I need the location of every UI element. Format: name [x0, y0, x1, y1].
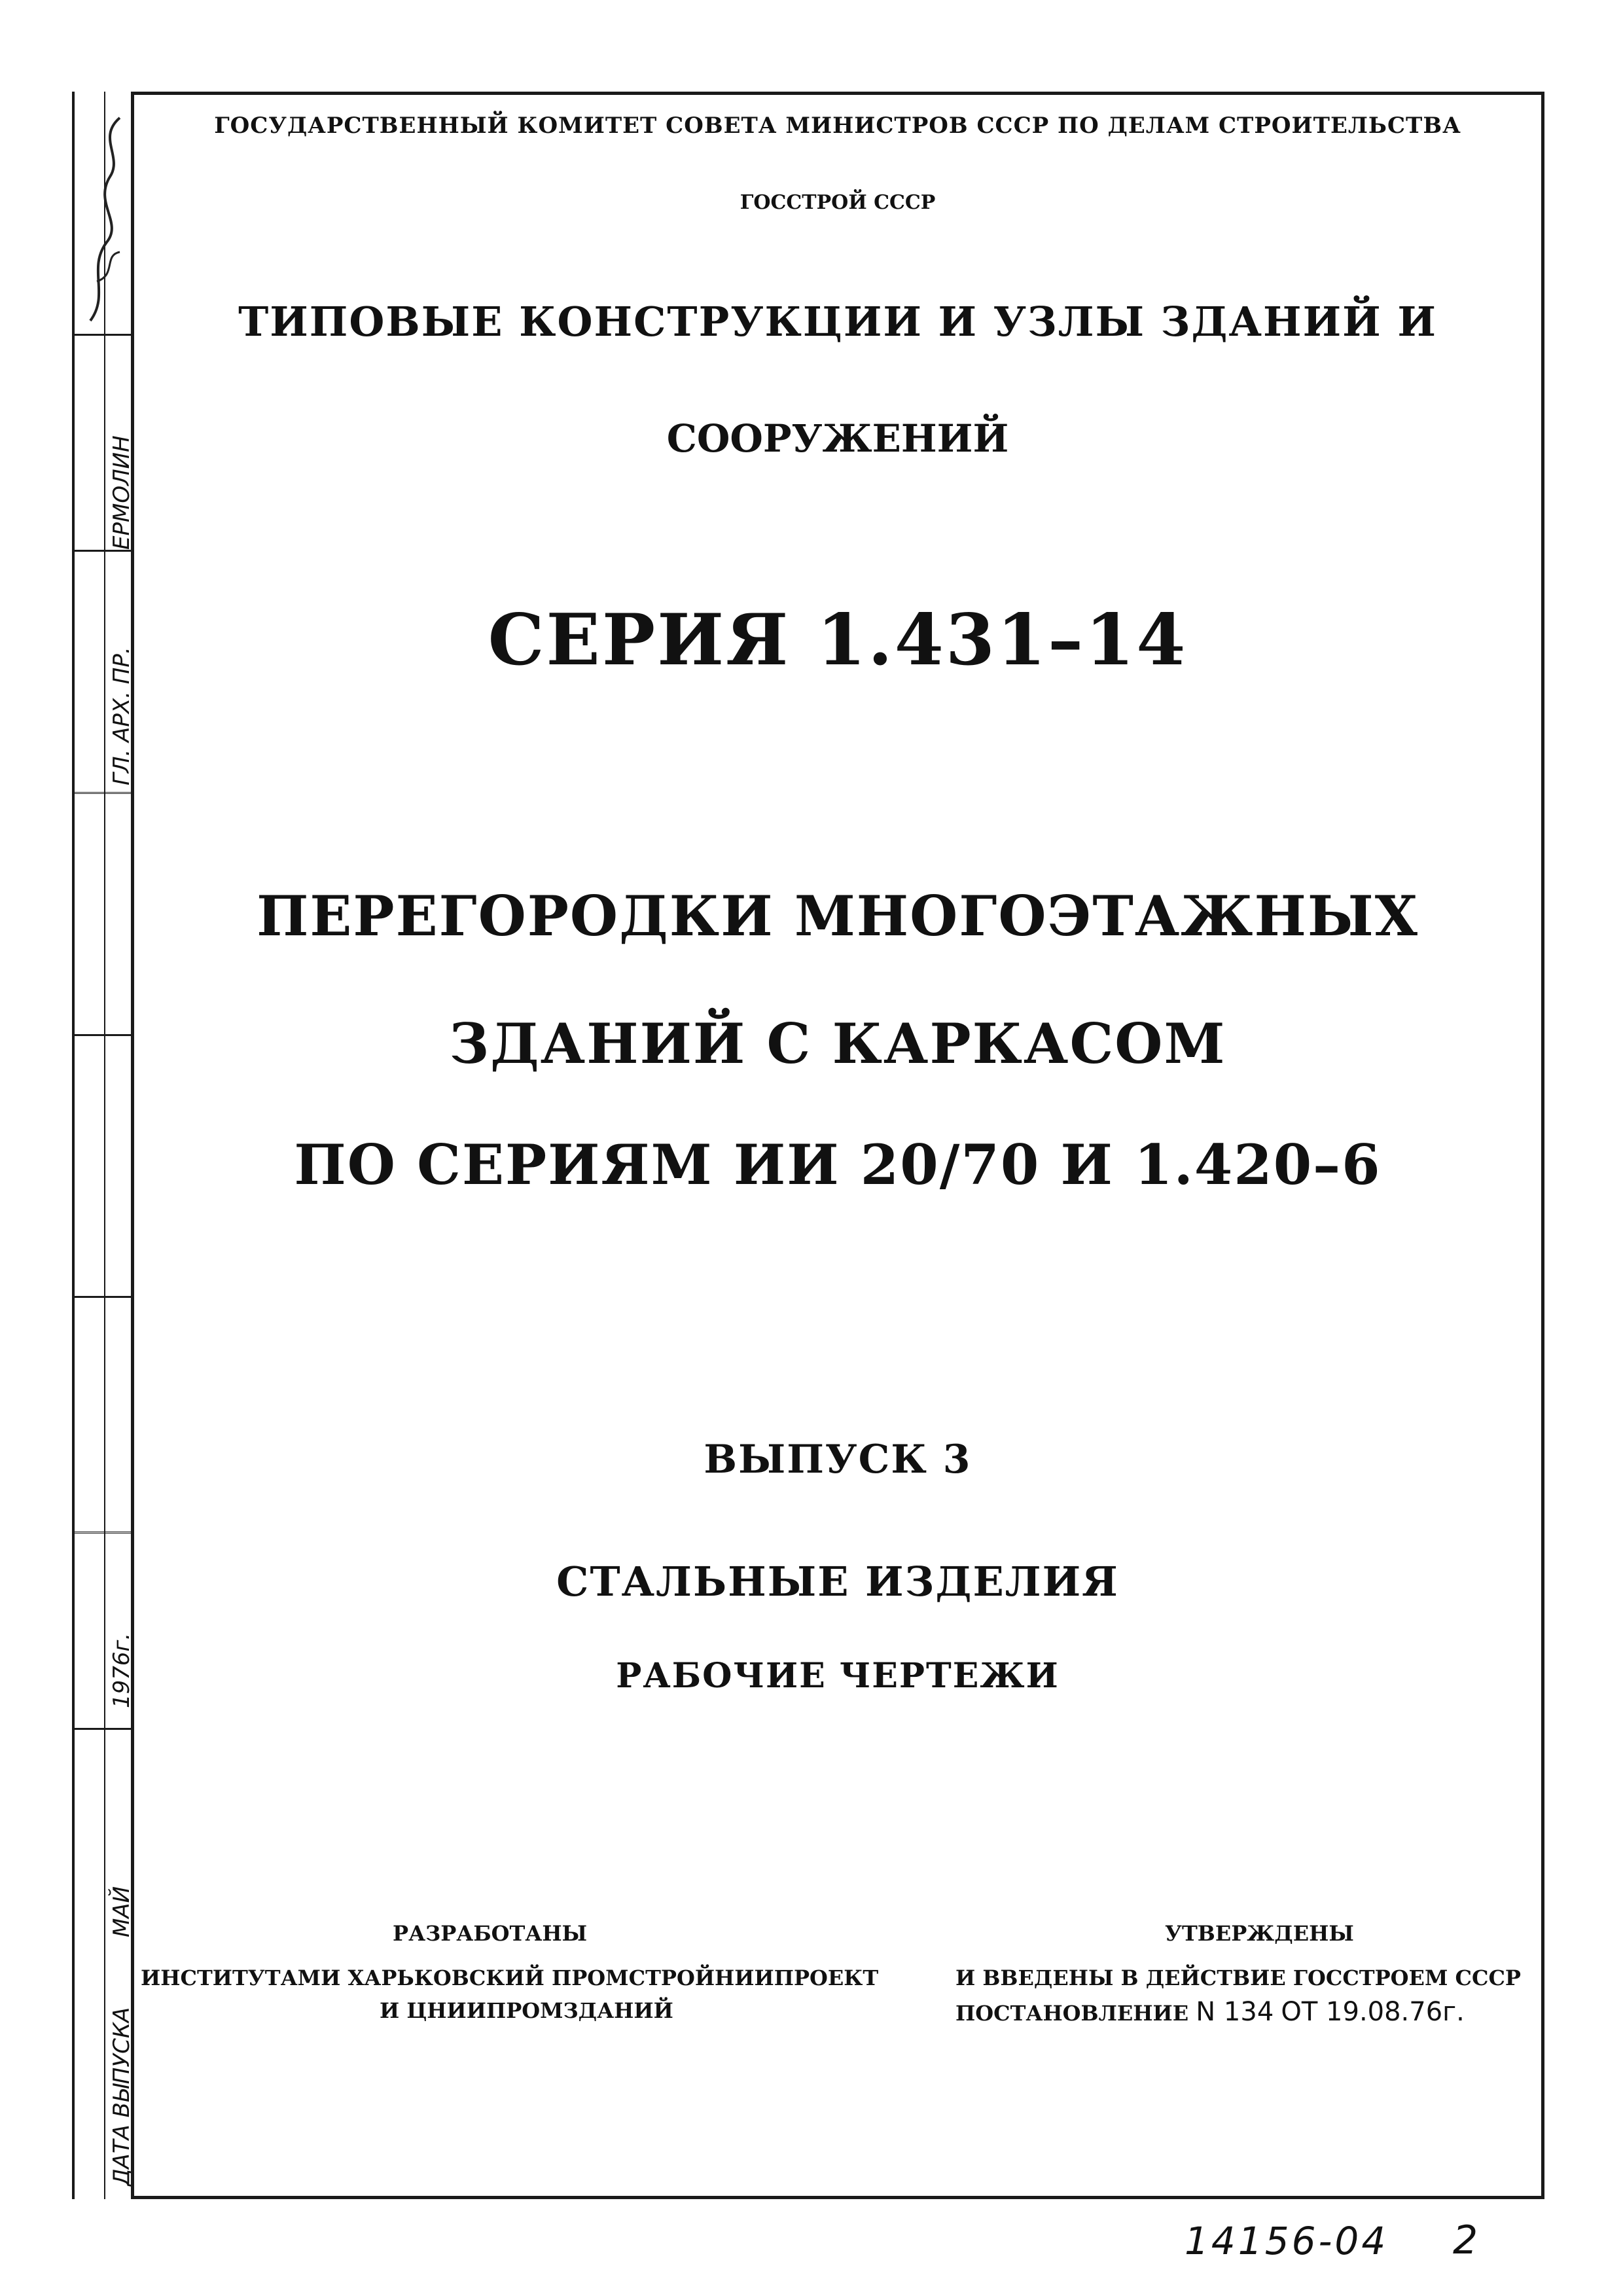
decree-date: ОТ 19.08.76г. [1281, 1997, 1465, 2027]
side-stamp-rule [75, 334, 134, 336]
gosstroy-heading: ГОССТРОЙ СССР [740, 191, 936, 214]
signature-icon [84, 111, 130, 327]
decree-number: N 134 [1196, 1997, 1274, 2027]
issue-number: ВЫПУСК 3 [704, 1437, 972, 1482]
subject-line-2: ЗДАНИЙ С КАРКАСОМ [449, 1011, 1226, 1076]
page-number: 2 [1453, 2217, 1478, 2263]
side-stamp-strip: ГЛ. АРХ. ПР. ЕРМОЛИН ДАТА ВЫПУСКА МАЙ 1976г. [72, 92, 131, 2199]
side-stamp-rule [75, 550, 134, 552]
series-number: СЕРИЯ 1.431–14 [488, 599, 1188, 681]
subject-line-1: ПЕРЕГОРОДКИ МНОГОЭТАЖНЫХ [257, 884, 1419, 948]
developed-heading: РАЗРАБОТАНЫ [393, 1921, 588, 1946]
inventory-number: 14156-04 [1185, 2219, 1389, 2263]
side-stamp-outer-column [75, 92, 104, 2199]
approved-line-1: И ВВЕДЕНЫ В ДЕЙСТВИЕ ГОССТРОЕМ СССР [955, 1965, 1521, 1990]
issue-product: СТАЛЬНЫЕ ИЗДЕЛИЯ [556, 1558, 1119, 1605]
developed-line-1: ИНСТИТУТАМИ ХАРЬКОВСКИЙ ПРОМСТРОЙНИИПРОЕКТ [141, 1965, 879, 1990]
side-stamp-rule [75, 792, 134, 798]
approved-heading: УТВЕРЖДЕНЫ [1165, 1921, 1354, 1946]
side-stamp-inner-column [104, 92, 134, 2199]
side-stamp-rule [75, 1728, 134, 1730]
title-line-1: ТИПОВЫЕ КОНСТРУКЦИИ И УЗЛЫ ЗДАНИЙ И [238, 298, 1437, 346]
developed-line-2: И ЦНИИПРОМЗДАНИЙ [380, 1998, 673, 2023]
subject-line-3: ПО СЕРИЯМ ИИ 20/70 И 1.420–6 [294, 1132, 1382, 1197]
approved-line-2 [955, 1996, 1465, 2029]
issue-drawings: РАБОЧИЕ ЧЕРТЕЖИ [616, 1656, 1060, 1696]
committee-heading: ГОСУДАРСТВЕННЫЙ КОМИТЕТ СОВЕТА МИНИСТРОВ СССР ПО ДЕЛАМ СТРОИТЕЛЬСТВА [214, 113, 1461, 139]
side-stamp-rule [75, 1034, 134, 1036]
side-stamp-rule [75, 1532, 134, 1537]
side-stamp-rule [75, 1296, 134, 1298]
decree-label: ПОСТАНОВЛЕНИЕ [955, 2001, 1189, 2026]
title-line-2: СООРУЖЕНИЙ [666, 416, 1009, 461]
